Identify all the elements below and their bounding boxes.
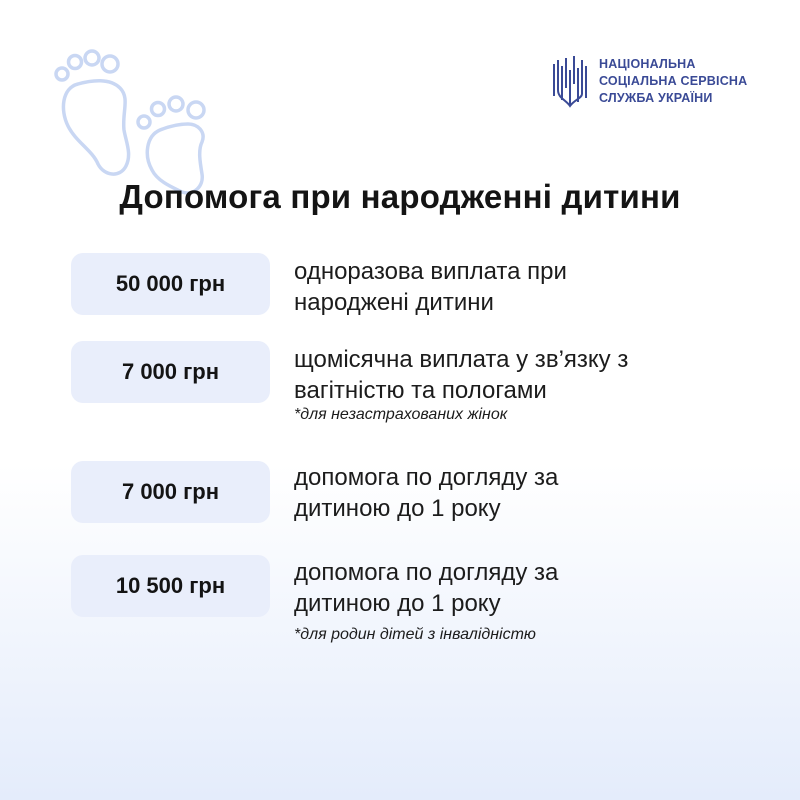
logo-text-line-1: НАЦІОНАЛЬНА (599, 56, 696, 71)
benefit-footnote: *для незастрахованих жінок (294, 406, 508, 423)
baby-footprints-icon (48, 46, 218, 196)
benefit-description (294, 557, 774, 619)
amount-badge: 7 000 грн (71, 341, 270, 403)
amount-badge: 7 000 грн (71, 461, 270, 523)
benefit-description-line-1: допомога по догляду за (294, 464, 559, 491)
benefit-description (294, 462, 774, 524)
amount-badge: 10 500 грн (71, 555, 270, 617)
benefit-description-line-1: щомісячна виплата у зв’язку з (294, 346, 629, 373)
logo-text-line-2: СОЦІАЛЬНА СЕРВІСНА (599, 73, 748, 88)
benefit-description-line-2: дитиною до 1 року (294, 495, 501, 522)
benefit-description-line-1: допомога по догляду за (294, 559, 559, 586)
nssu-logo (551, 50, 747, 112)
nssu-emblem-icon (551, 50, 591, 112)
benefit-description-line-2: вагітністю та пологами (294, 377, 547, 404)
benefit-footnote: *для родин дітей з інвалідністю (294, 626, 536, 643)
benefit-description (294, 344, 774, 406)
page-title: Допомога при народженні дитини (119, 178, 681, 215)
logo-text-line-3: СЛУЖБА УКРАЇНИ (599, 90, 713, 105)
benefit-description-line-2: народжені дитини (294, 289, 494, 316)
amount-badge: 50 000 грн (71, 253, 270, 315)
benefit-description-line-2: дитиною до 1 року (294, 590, 501, 617)
benefit-description-line-1: одноразова виплата при (294, 258, 567, 285)
benefit-description (294, 256, 774, 318)
